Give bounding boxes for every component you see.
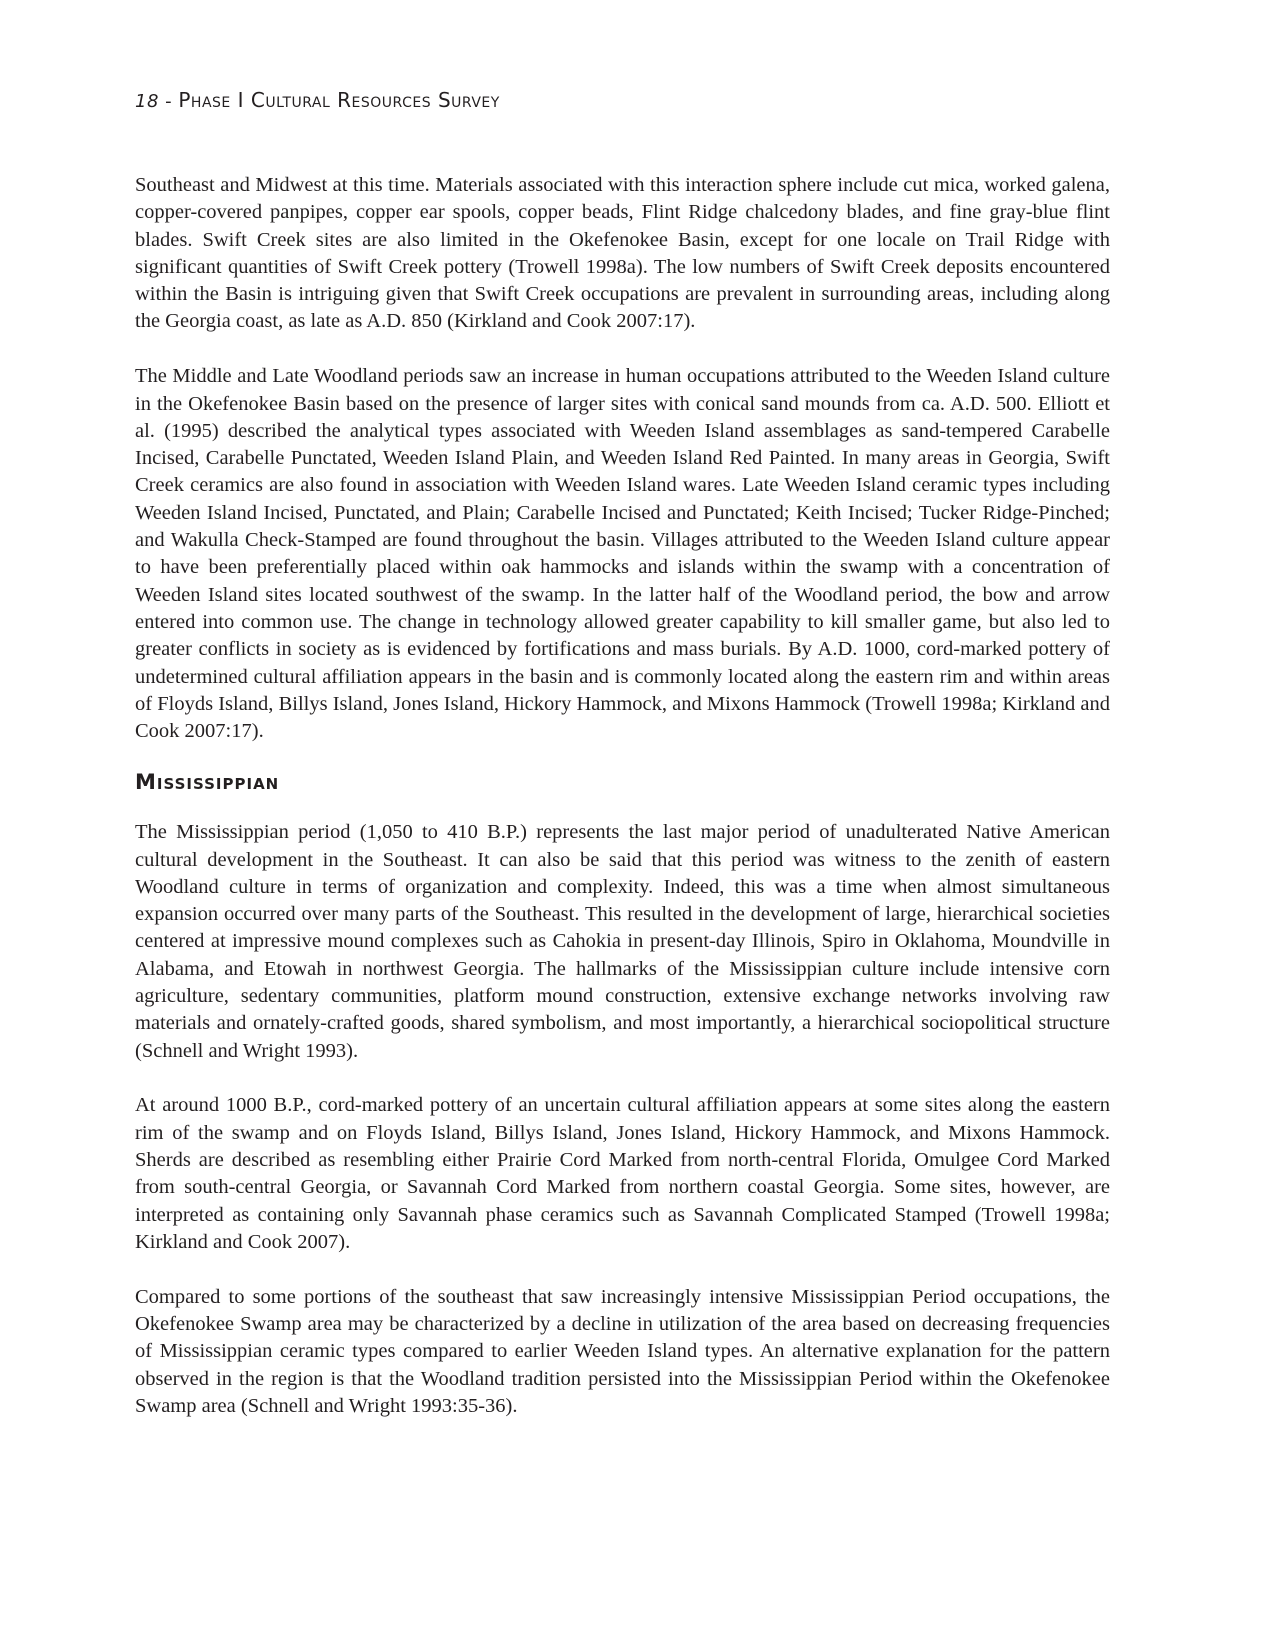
section-heading-mississippian: Mississippian (135, 769, 280, 794)
paragraph-weeden-island: The Middle and Late Woodland periods saw an increase in human occupations attributed to the Weeden Island culture in the Okefenokee Basin based on the presence of larger sites with conical sand mounds from ca. A.D. 500. Elliott et al. (1995) described the analytical types associated with Weeden Island assemblages as sand-tempered Carabelle Incised, Carabelle Punctated, Weeden Island Plain, and Weeden Island Red Painted. In many areas in Georgia, Swift Creek ceramics are also found in association with Weeden Island wares. Late Weeden Island ceramic types including Weeden Island Incised, Punctated, and Plain; Carabelle Incised and Punctated; Keith Incised; Tucker Ridge-Pinched; and Wakulla Check-Stamped are found throughout the basin. Villages attributed to the Weeden Island culture appear to have been preferentially placed within oak hammocks and islands within the swamp with a concentration of Weeden Island sites located southwest of the swamp. In the latter half of the Woodland period, the bow and arrow entered into common use. The change in technology allowed greater capability to kill smaller game, but also led to greater conflicts in society as is evidenced by fortifications and mass burials. By A.D. 1000, cord-marked pottery of undetermined cultural affiliation appears in the basin and is commonly located along the eastern rim and within areas of Floyds Island, Billys Island, Jones Island, Hickory Hammock, and Mixons Hammock (Trowell 1998a; Kirkland and Cook 2007:17). (135, 365, 1110, 743)
body-text (135, 172, 1110, 1448)
paragraph-mississippian-overview: The Mississippian period (1,050 to 410 B.P.) represents the last major period of unadulterated Native American cultural development in the Southeast. It can also be said that this period was witness to the zenith of eastern Woodland culture in terms of organization and complexity. Indeed, this was a time when almost simultaneous expansion occurred over many parts of the Southeast. This resulted in the development of large, hierarchical societies centered at impressive mound complexes such as Cahokia in present-day Illinois, Spiro in Oklahoma, Moundville in Alabama, and Etowah in northwest Georgia. The hallmarks of the Mississippian culture include intensive corn agriculture, sedentary communities, platform mound construction, extensive exchange networks involving raw materials and ornately-crafted goods, shared symbolism, and most importantly, a hierarchical sociopolitical structure (Schnell and Wright 1993). (135, 821, 1110, 1062)
page-number: 18 (135, 91, 159, 112)
paragraph-swift-creek: Southeast and Midwest at this time. Materials associated with this interaction sphere include cut mica, worked galena, copper-covered panpipes, copper ear spools, copper beads, Flint Ridge chalcedony blades, and fine gray-blue flint blades. Swift Creek sites are also limited in the Okefenokee Basin, except for one locale on Trail Ridge with significant quantities of Swift Creek pottery (Trowell 1998a). The low numbers of Swift Creek deposits encountered within the Basin is intriguing given that Swift Creek occupations are prevalent in surrounding areas, including along the Georgia coast, as late as A.D. 850 (Kirkland and Cook 2007:17). (135, 174, 1110, 333)
document-title: Phase I Cultural Resources Survey (178, 88, 500, 112)
paragraph-okefenokee-decline: Compared to some portions of the southeast that saw increasingly intensive Mississippian Period occupations, the Okefenokee Swamp area may be characterized by a decline in utilization of the area based on decreasing frequencies of Mississippian ceramic types compared to earlier Weeden Island types. An alternative explanation for the pattern observed in the region is that the Woodland tradition persisted into the Mississippian Period within the Okefenokee Swamp area (Schnell and Wright 1993:35-36). (135, 1285, 1110, 1417)
paragraph-cord-marked-pottery: At around 1000 B.P., cord-marked pottery of an uncertain cultural affiliation appears at some sites along the eastern rim of the swamp and on Floyds Island, Billys Island, Jones Island, Hickory Hammock, and Mixons Hammock. Sherds are described as resembling either Prairie Cord Marked from north-central Florida, Omulgee Cord Marked from south-central Georgia, or Savannah Cord Marked from northern coastal Georgia. Some sites, however, are interpreted as containing only Savannah phase ceramics such as Savannah Complicated Stamped (Trowell 1998a; Kirkland and Cook 2007). (135, 1094, 1110, 1253)
running-header (135, 88, 500, 112)
header-separator: - (158, 91, 179, 112)
